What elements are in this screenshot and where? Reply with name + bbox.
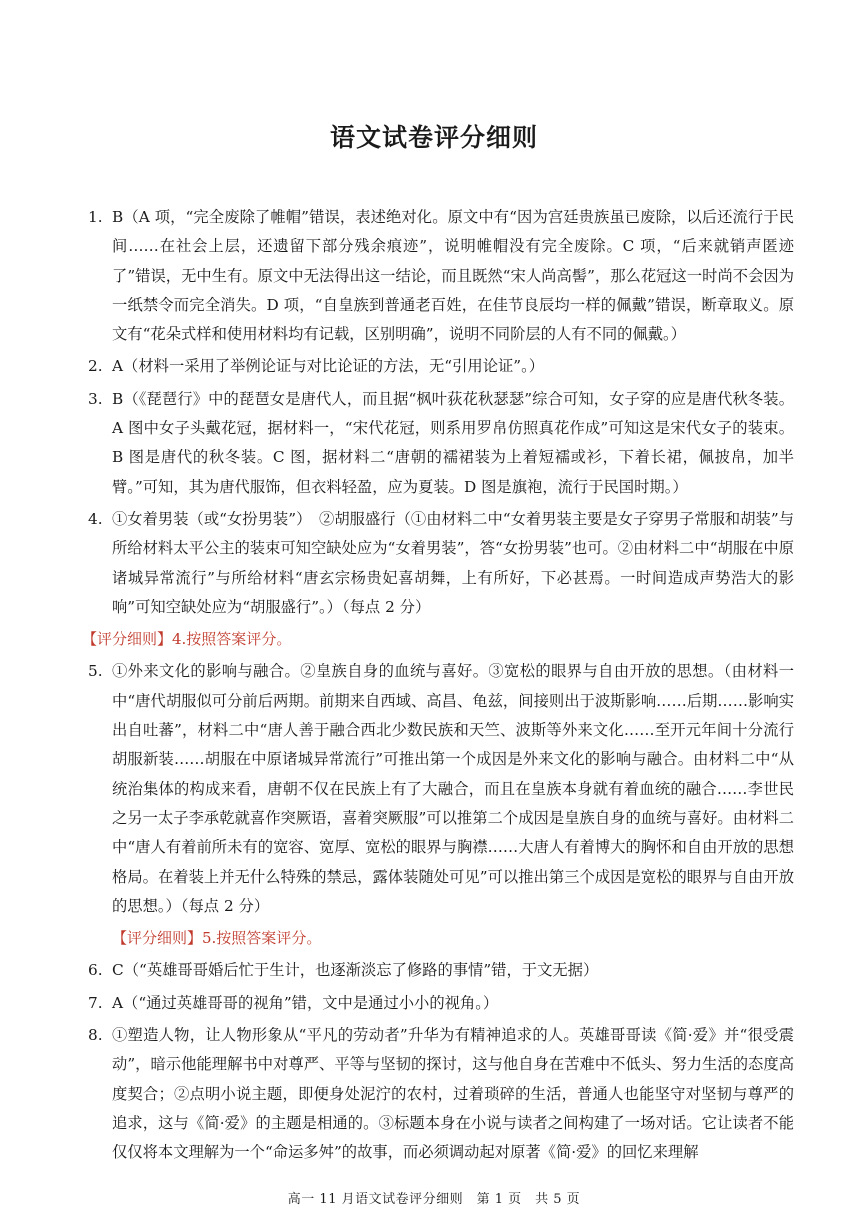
answer-item-2 — [82, 352, 794, 381]
answer-item-6 — [82, 956, 794, 985]
item-text: ①女着男装（或“女扮男装”） ②胡服盛行（①由材料二中“女着男装主要是女子穿男子常服和胡装”与所给材料太平公主的装束可知空缺处应为“女着男装”，答“女扮男装”也可。②由材料二中“胡服在中原诸城异常流行”与所给材料“唐玄宗杨贵妃喜胡舞，上有所好，下必甚焉。一时间造成声势浩大的影响”可知空缺处应为“胡服盛行”。）（每点 2 分） — [112, 509, 794, 616]
page-title: 语文试卷评分细则 — [329, 123, 538, 152]
item-number: 7. — [88, 993, 103, 1012]
answer-list — [82, 203, 794, 1171]
item-text: A（“通过英雄哥哥的视角”错，文中是通过小小的视角。） — [112, 993, 499, 1012]
answer-item-7 — [82, 989, 794, 1018]
scoring-note-5: 【评分细则】5.按照答案评分。 — [112, 929, 322, 948]
item-text: ①塑造人物，让人物形象从“平凡的劳动者”升华为有精神追求的人。英雄哥哥读《简·爱》并“很受震动”，暗示他能理解书中对尊严、平等与坚韧的探讨，这与他自身在苦难中不低头、努力生活的态度高度契合；②点明小说主题，即便身处泥泞的农村，过着琐碎的生活，普通人也能坚守对坚韧与尊严的追求，这与《简·爱》的主题是相通的。③标题本身在小说与读者之间构建了一场对话。它让读者不能仅仅将本文理解为一个“命运多舛”的故事，而必须调动起对原著《简·爱》的回忆来理解 — [112, 1026, 794, 1162]
item-text: B（《琵琶行》中的琵琶女是唐代人，而且据“枫叶荻花秋瑟瑟”综合可知，女子穿的应是唐代秋冬装。A 图中女子头戴花冠，据材料一，“宋代花冠，则系用罗帛仿照真花作成”可知这是宋代女子的装束。B 图是唐代的秋冬装。C 图，据材料二“唐朝的襦裙装为上着短襦或衫，下着长裙，佩披帛，加半臂。”可知，其为唐代服饰，但衣料轻盈，应为夏装。D 图是旗袍，流行于民国时期。） — [112, 389, 794, 496]
item-number: 1. — [88, 208, 103, 226]
answer-item-3 — [82, 385, 794, 502]
item-text: A（材料一采用了举例论证与对比论证的方法，无“引用论证”。） — [112, 357, 545, 376]
item-text: C（“英雄哥哥婚后忙于生计，也逐渐淡忘了修路的事情”错，于文无据） — [112, 961, 599, 980]
scoring-note-4: 【评分细则】4.按照答案评分。 — [82, 630, 292, 649]
item-number: 3. — [88, 389, 103, 408]
item-number: 4. — [88, 509, 103, 528]
item-number: 5. — [88, 662, 103, 681]
answer-item-4 — [82, 505, 794, 622]
item-text: B（A 项，“完全废除了帷帽”错误，表述绝对化。原文中有“因为宫廷贵族虽已废除，以后还流行于民间……在社会上层，还遗留下部分残余痕迹”，说明帷帽没有完全废除。C 项，“后来就销声匿迹了”错误，无中生有。原文中无法得出这一结论，而且既然“宋人尚高髻”，那么花冠这一时尚不会因为一纸禁令而完全消失。D 项，“自皇族到普通老百姓，在佳节良辰均一样的佩戴”错误，断章取义。原文有“花朵式样和使用材料均有记载，区别明确”，说明不同阶层的人有不同的佩戴。） — [112, 208, 794, 344]
page-footer: 高一 11 月语文试卷评分细则 第 1 页 共 5 页 — [287, 1192, 581, 1207]
answer-item-5 — [82, 657, 794, 921]
item-number: 8. — [88, 1026, 103, 1045]
item-text: ①外来文化的影响与融合。②皇族自身的血统与喜好。③宽松的眼界与自由开放的思想。（由材料一中“唐代胡服似可分前后两期。前期来自西域、高昌、龟兹，间接则出于波斯影响……后期……影响实出自吐蕃”，材料二中“唐人善于融合西北少数民族和天竺、波斯等外来文化……至开元年间十分流行胡服新装……胡服在中原诸城异常流行”可推出第一个成因是外来文化的影响与融合。由材料二中“从统治集体的构成来看，唐朝不仅在民族上有了大融合，而且在皇族本身就有着血统的融合……李世民之另一太子李承乾就喜作突厥语，喜着突厥服”可以推第二个成因是皇族自身的血统与喜好。由材料二中“唐人有着前所未有的宽容、宽厚、宽松的眼界与胸襟……大唐人有着博大的胸怀和自由开放的思想格局。在着装上并无什么特殊的禁忌，露体装随处可见”可以推出第三个成因是宽松的眼界与自由开放的思想。）（每点 2 分） — [112, 662, 794, 915]
answer-item-8 — [82, 1021, 794, 1167]
answer-item-1 — [82, 203, 794, 349]
item-number: 6. — [88, 961, 103, 980]
item-number: 2. — [88, 357, 103, 376]
